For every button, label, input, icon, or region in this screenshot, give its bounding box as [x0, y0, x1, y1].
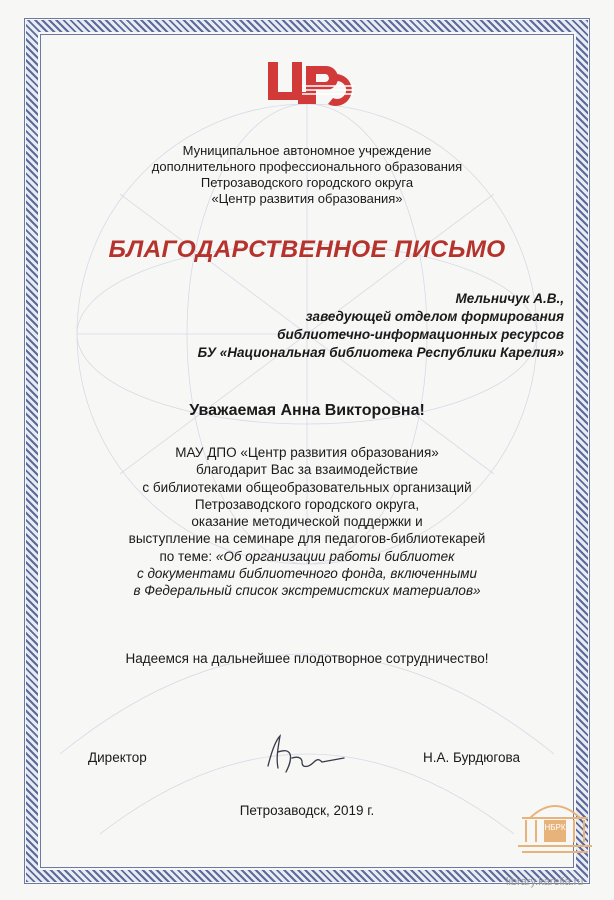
institution-line: «Центр развития образования» [211, 191, 403, 206]
institution-line: Муниципальное автономное учреждение [182, 143, 432, 158]
seminar-topic: «Об организации работы библиотек [215, 548, 455, 564]
body-line [0, 548, 614, 565]
watermark-url: library.karelia.ru [506, 876, 584, 888]
seminar-topic: с документами библиотечного фонда, включенными [136, 566, 478, 582]
seminar-topic: в Федеральный список экстремистских материалов» [133, 583, 481, 599]
place-and-date: Петрозаводск, 2019 г. [239, 803, 375, 818]
letter-body [0, 444, 614, 600]
body-line: МАУ ДПО «Центр развития образования» [175, 445, 439, 460]
recipient-block [198, 290, 564, 362]
greeting: Уважаемая Анна Викторовна! [189, 402, 425, 419]
body-line: благодарит Вас за взаимодействие [195, 462, 418, 478]
body-line: оказание методической поддержки и [191, 514, 423, 530]
institution-name [0, 143, 614, 207]
recipient-line: Мельничук А.В., [455, 291, 564, 306]
body-text: по теме: [159, 548, 216, 564]
closing-line: Надеемся на дальнейшее плодотворное сотрудничество! [125, 651, 489, 666]
body-line: выступление на семинаре для педагогов-библиотекарей [128, 531, 486, 547]
signer-role: Директор [88, 750, 147, 765]
recipient-line: заведующей отделом формирования [305, 309, 564, 324]
cro-logo [262, 56, 354, 112]
handwritten-signature [258, 728, 348, 778]
body-line: с библиотеками общеобразовательных организаций [142, 479, 472, 495]
document-title: БЛАГОДАРСТВЕННОЕ ПИСЬМО [108, 236, 506, 263]
recipient-line: БУ «Национальная библиотека Республики Карелия» [197, 345, 564, 360]
body-line: Петрозаводского городского округа, [194, 496, 420, 512]
library-watermark-icon [510, 790, 600, 860]
institution-line: дополнительного профессионального образования [151, 159, 463, 174]
watermark-badge: НБРК [544, 823, 566, 832]
signer-name: Н.А. Бурдюгова [423, 750, 521, 765]
recipient-line: библиотечно-информационных ресурсов [277, 327, 564, 342]
institution-line: Петрозаводского городского округа [200, 175, 414, 190]
